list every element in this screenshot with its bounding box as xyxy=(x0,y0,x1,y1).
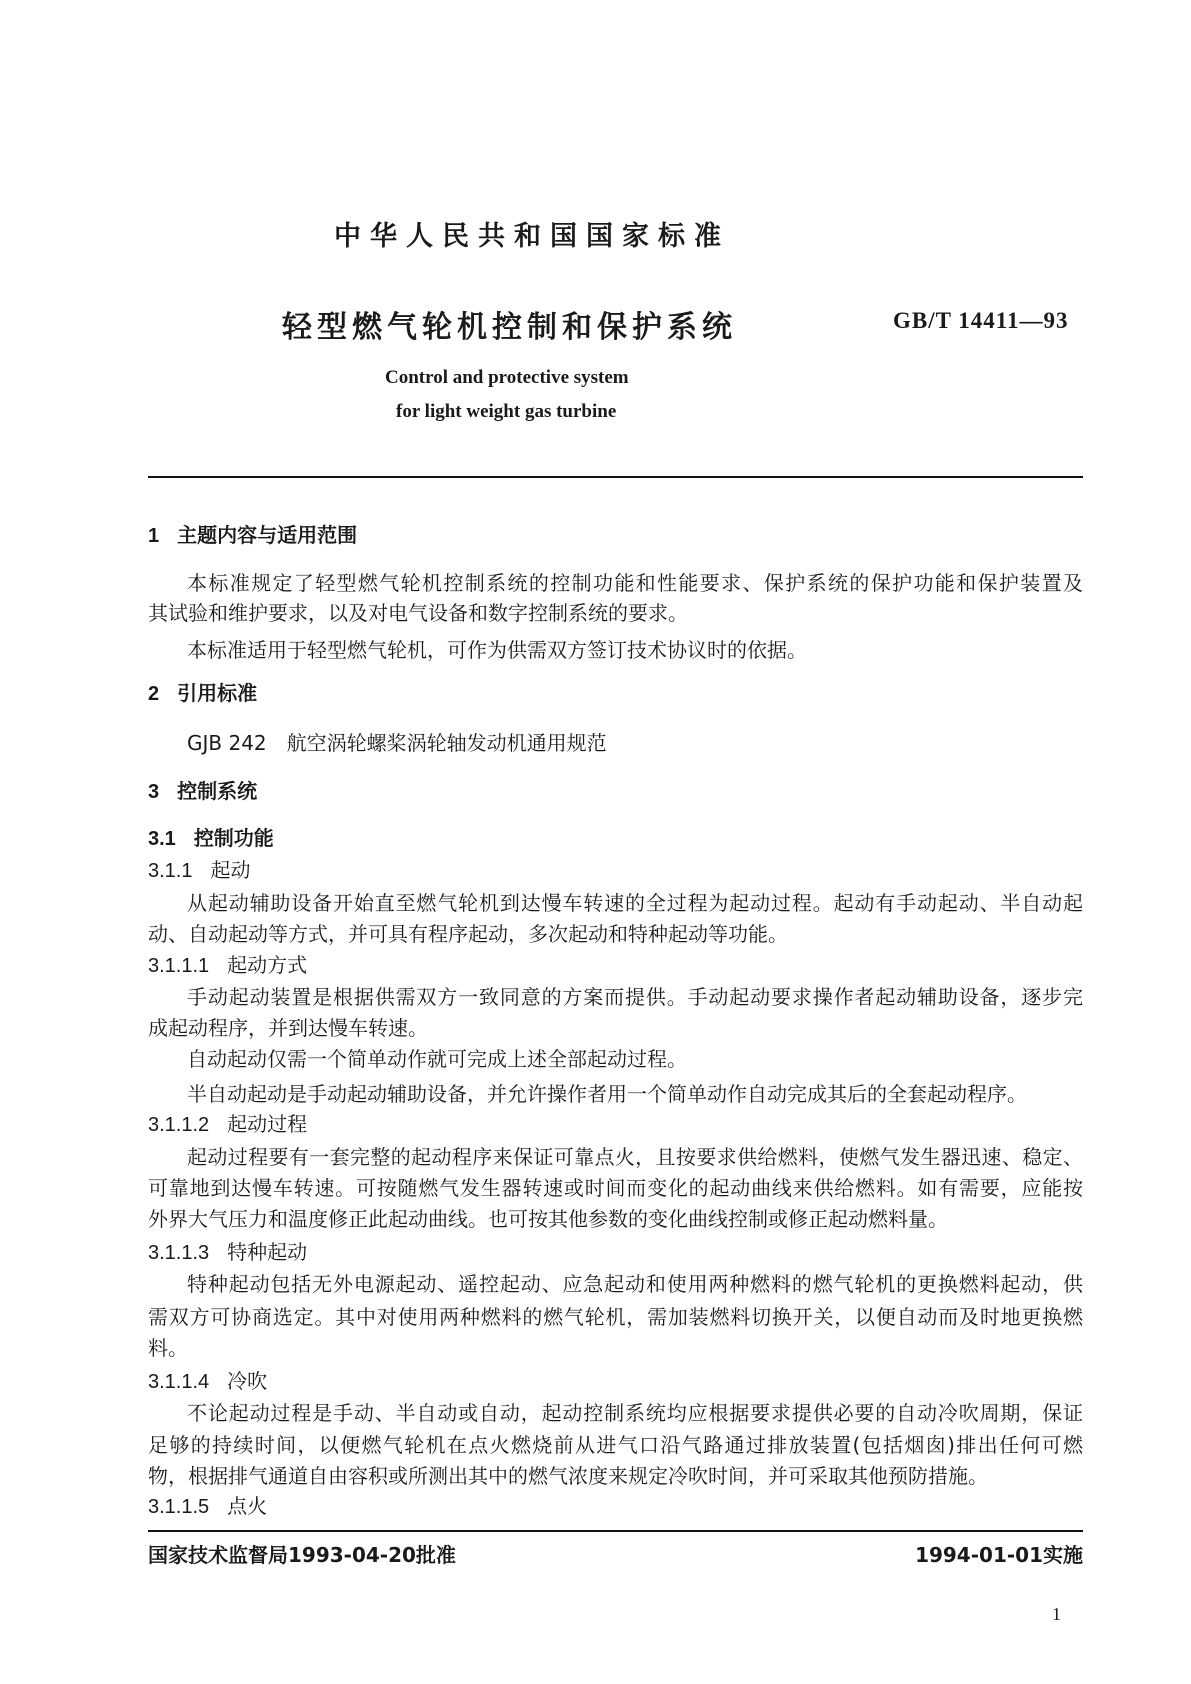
subsection-heading xyxy=(148,1494,1083,1519)
section-title: 起动方式 xyxy=(227,953,308,977)
approval-date: 国家技术监督局1993-04-20批准 xyxy=(148,1543,456,1567)
paragraph-line: 不论起动过程是手动、半自动或自动，起动控制系统均应根据要求提供必要的自动冷吹周期，保证 xyxy=(187,1401,1083,1425)
section-number: 2 xyxy=(148,683,160,705)
section-number: 1 xyxy=(148,525,160,547)
section-title: 起动 xyxy=(210,858,251,882)
standard-code: GB/T 14411—93 xyxy=(893,308,1069,333)
paragraph-line: 起动过程要有一套完整的起动程序来保证可靠点火，且按要求供给燃料，使燃气发生器迅速、稳定、 xyxy=(187,1145,1083,1169)
section-number: 3.1.1 xyxy=(148,860,193,882)
paragraph-line: 外界大气压力和温度修正此起动曲线。也可按其他参数的变化曲线控制或修正起动燃料量。 xyxy=(148,1207,948,1231)
english-title-line-1: Control and protective system xyxy=(385,367,629,388)
paragraph-line: 足够的持续时间，以便燃气轮机在点火燃烧前从进气口沿气路通过排放装置(包括烟囱)排出任何可燃 xyxy=(148,1433,1083,1457)
subsection-heading xyxy=(148,1112,1083,1137)
section-heading xyxy=(148,681,1083,706)
section-number: 3.1 xyxy=(148,828,176,850)
section-title: 控制功能 xyxy=(193,826,274,850)
english-title-line-2: for light weight gas turbine xyxy=(396,401,617,422)
section-title: 点火 xyxy=(227,1494,268,1518)
section-title: 主题内容与适用范围 xyxy=(177,523,358,547)
paragraph-line: 从起动辅助设备开始直至燃气轮机到达慢车转速的全过程为起动过程。起动有手动起动、半自动起 xyxy=(187,891,1083,915)
section-number: 3.1.1.5 xyxy=(148,1496,210,1518)
header-rule xyxy=(148,476,1083,478)
section-number: 3.1.1.2 xyxy=(148,1114,210,1136)
paragraph-line: 可靠地到达慢车转速。可按随燃气发生器转速或时间而变化的起动曲线来供给燃料。如有需要，应能按 xyxy=(148,1176,1083,1200)
paragraph-line: 特种起动包括无外电源起动、遥控起动、应急起动和使用两种燃料的燃气轮机的更换燃料起动，供 xyxy=(187,1272,1083,1296)
paragraph-line: 料。 xyxy=(148,1336,188,1360)
paragraph-line: 成起动程序，并到达慢车转速。 xyxy=(148,1016,428,1040)
paragraph-line: 手动起动装置是根据供需双方一致同意的方案而提供。手动起动要求操作者起动辅助设备，逐步完 xyxy=(187,985,1083,1009)
subsection-heading xyxy=(148,953,1083,978)
subsection-heading xyxy=(148,1369,1083,1394)
paragraph-line: 本标准适用于轻型燃气轮机，可作为供需双方签订技术协议时的依据。 xyxy=(187,638,807,662)
footer-rule xyxy=(148,1530,1083,1532)
section-number: 3.1.1.4 xyxy=(148,1371,210,1393)
document-title: 轻型燃气轮机控制和保护系统 xyxy=(282,310,737,345)
paragraph-line: 其试验和维护要求，以及对电气设备和数字控制系统的要求。 xyxy=(148,601,688,625)
paragraph-line: 半自动起动是手动起动辅助设备，并允许操作者用一个简单动作自动完成其后的全套起动程序。 xyxy=(187,1082,1027,1106)
page-number: 1 xyxy=(1052,1604,1061,1624)
section-heading xyxy=(148,779,1083,804)
section-number: 3.1.1.1 xyxy=(148,955,210,977)
paragraph-line: 需双方可协商选定。其中对使用两种燃料的燃气轮机，需加装燃料切换开关，以便自动而及时地更换燃 xyxy=(148,1305,1083,1329)
subsection-heading xyxy=(148,858,1083,883)
paragraph-line: 动、自动起动等方式，并可具有程序起动，多次起动和特种起动等功能。 xyxy=(148,922,788,946)
section-title: 起动过程 xyxy=(227,1112,308,1136)
section-title: 引用标准 xyxy=(177,681,258,705)
effective-date: 1994-01-01实施 xyxy=(915,1543,1083,1567)
section-title: 特种起动 xyxy=(227,1240,308,1264)
paragraph-line: 自动起动仅需一个简单动作就可完成上述全部起动过程。 xyxy=(187,1047,687,1071)
section-number: 3 xyxy=(148,781,160,803)
standard-name: 中华人民共和国国家标准 xyxy=(334,221,730,252)
paragraph-line: 物，根据排气通道自由容积或所测出其中的燃气浓度来规定冷吹时间，并可采取其他预防措施。 xyxy=(148,1464,988,1488)
paragraph-line: GJB 242 航空涡轮螺桨涡轮轴发动机通用规范 xyxy=(187,731,607,755)
section-heading xyxy=(148,826,1083,851)
section-heading xyxy=(148,523,1083,548)
section-title: 冷吹 xyxy=(227,1369,268,1393)
paragraph-line: 本标准规定了轻型燃气轮机控制系统的控制功能和性能要求、保护系统的保护功能和保护装置及 xyxy=(187,571,1083,595)
section-number: 3.1.1.3 xyxy=(148,1242,210,1264)
section-title: 控制系统 xyxy=(177,779,258,803)
subsection-heading xyxy=(148,1240,1083,1265)
